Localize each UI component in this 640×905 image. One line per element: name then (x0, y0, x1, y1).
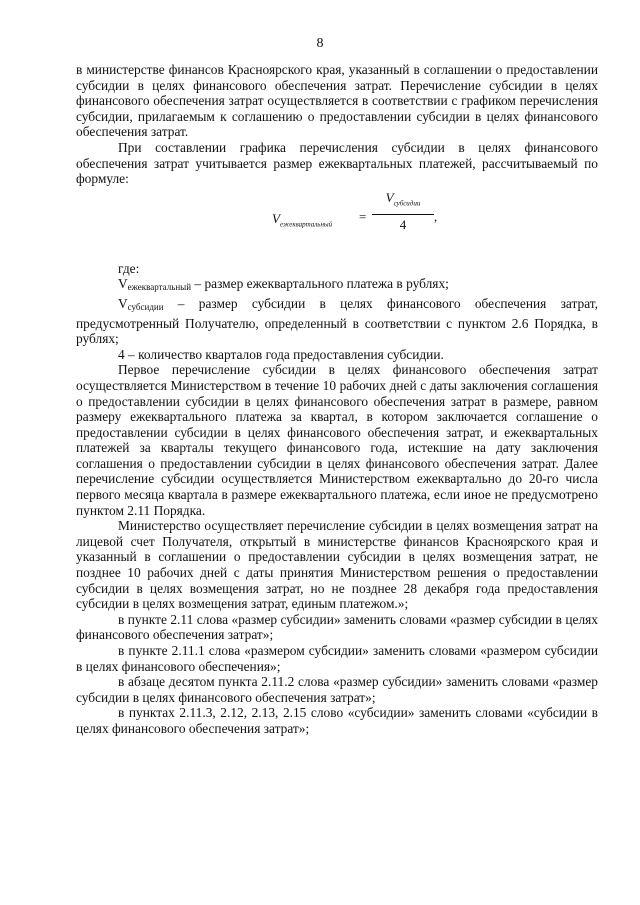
paragraph-amend-2-11-3: в пунктах 2.11.3, 2.12, 2.13, 2.15 слово «субсидии» заменить словами «субсидии в целях финансового обеспечения затрат»; (76, 705, 598, 736)
paragraph-continuation: в министерстве финансов Красноярского края, указанный в соглашении о предоставлении субсидии в целях финансового обеспечения затрат. Перечисление субсидии в целях финансового обеспечения затрат осуществляется в соответствии с графиком перечисления субсидии, прилагаемым к соглашению о предоставлении субсидии в целях финансового обеспечения затрат. (76, 62, 598, 140)
quarterly-payment-formula (76, 187, 598, 261)
paragraph-amend-2-11-2: в абзаце десятом пункта 2.11.2 слова «размер субсидии» заменить словами «размер субсидии в целях финансового обеспечения затрат»; (76, 674, 598, 705)
formula-fraction (372, 190, 434, 233)
formula-numerator: $V_{субсидии}$ (372, 190, 434, 215)
page-number: 8 (316, 36, 324, 51)
definition-quarterly: Vежеквартальный – размер ежеквартального платежа в рублях; (118, 276, 449, 293)
paragraph-amend-2-11: в пункте 2.11 слова «размер субсидии» заменить словами «размер субсидии в целях финансового обеспечения затрат»; (76, 611, 598, 643)
paragraph-schedule: При составлении графика перечисления субсидии в целях финансового обеспечения затрат учитывается размер ежеквартальных платежей, рассчитываемый по формуле: (76, 139, 598, 187)
formula-comma: , (434, 208, 438, 224)
document-body (76, 62, 598, 737)
paragraph-reimbursement: Министерство осуществляет перечисление субсидии в целях возмещения затрат на лицевой счет Получателя, открытый в министерстве финансов Красноярского края и указанный в соглашении о предоставлении субсидии в целях возмещения затрат, не позднее 10 рабочих дней с даты принятия Министерством решения о предоставлении субсидии в целях возмещения затрат, но не позднее 28 декабря года предоставления субсидии в целях возмещения затрат, единым платежом.»; (76, 518, 598, 612)
where-label: где: (118, 260, 140, 276)
paragraph-first-transfer: Первое перечисление субсидии в целях финансового обеспечения затрат осуществляется Министерством в течение 10 рабочих дней с даты заключения соглашения о предоставлении субсидии в целях финансового обеспечения затрат в размере, равном размеру ежеквартального платежа за квартал, в котором заключается соглашение о предоставлении субсидии в целях финансового обеспечения затрат, и ежеквартальных платежей за кварталы текущего финансового года, истекшие на дату заключения соглашения о предоставлении субсидии в целях финансового обеспечения затрат. Далее перечисление субсидии осуществляется Министерством ежеквартально до 20-го числа первого месяца квартала в размере ежеквартального платежа, если иное не предусмотрено пунктом 2.11 Порядка. (76, 362, 598, 518)
formula-lhs: $V_{ежеквартальный}$ (272, 210, 333, 229)
definition-quarters: 4 – количество кварталов года предоставления субсидии. (118, 346, 444, 362)
formula-equals: = (359, 208, 367, 224)
paragraph-amend-2-11-1: в пункте 2.11.1 слова «размером субсидии» заменить словами «размером субсидии в целях финансового обеспечения»; (76, 643, 598, 674)
formula-denominator: 4 (399, 216, 407, 232)
definition-subsidy: Vсубсидии – размер субсидии в целях финансового обеспечения затрат, предусмотренный Получателю, определенный в соответствии с пунктом 2.6 Порядка, в рублях; (76, 295, 598, 347)
